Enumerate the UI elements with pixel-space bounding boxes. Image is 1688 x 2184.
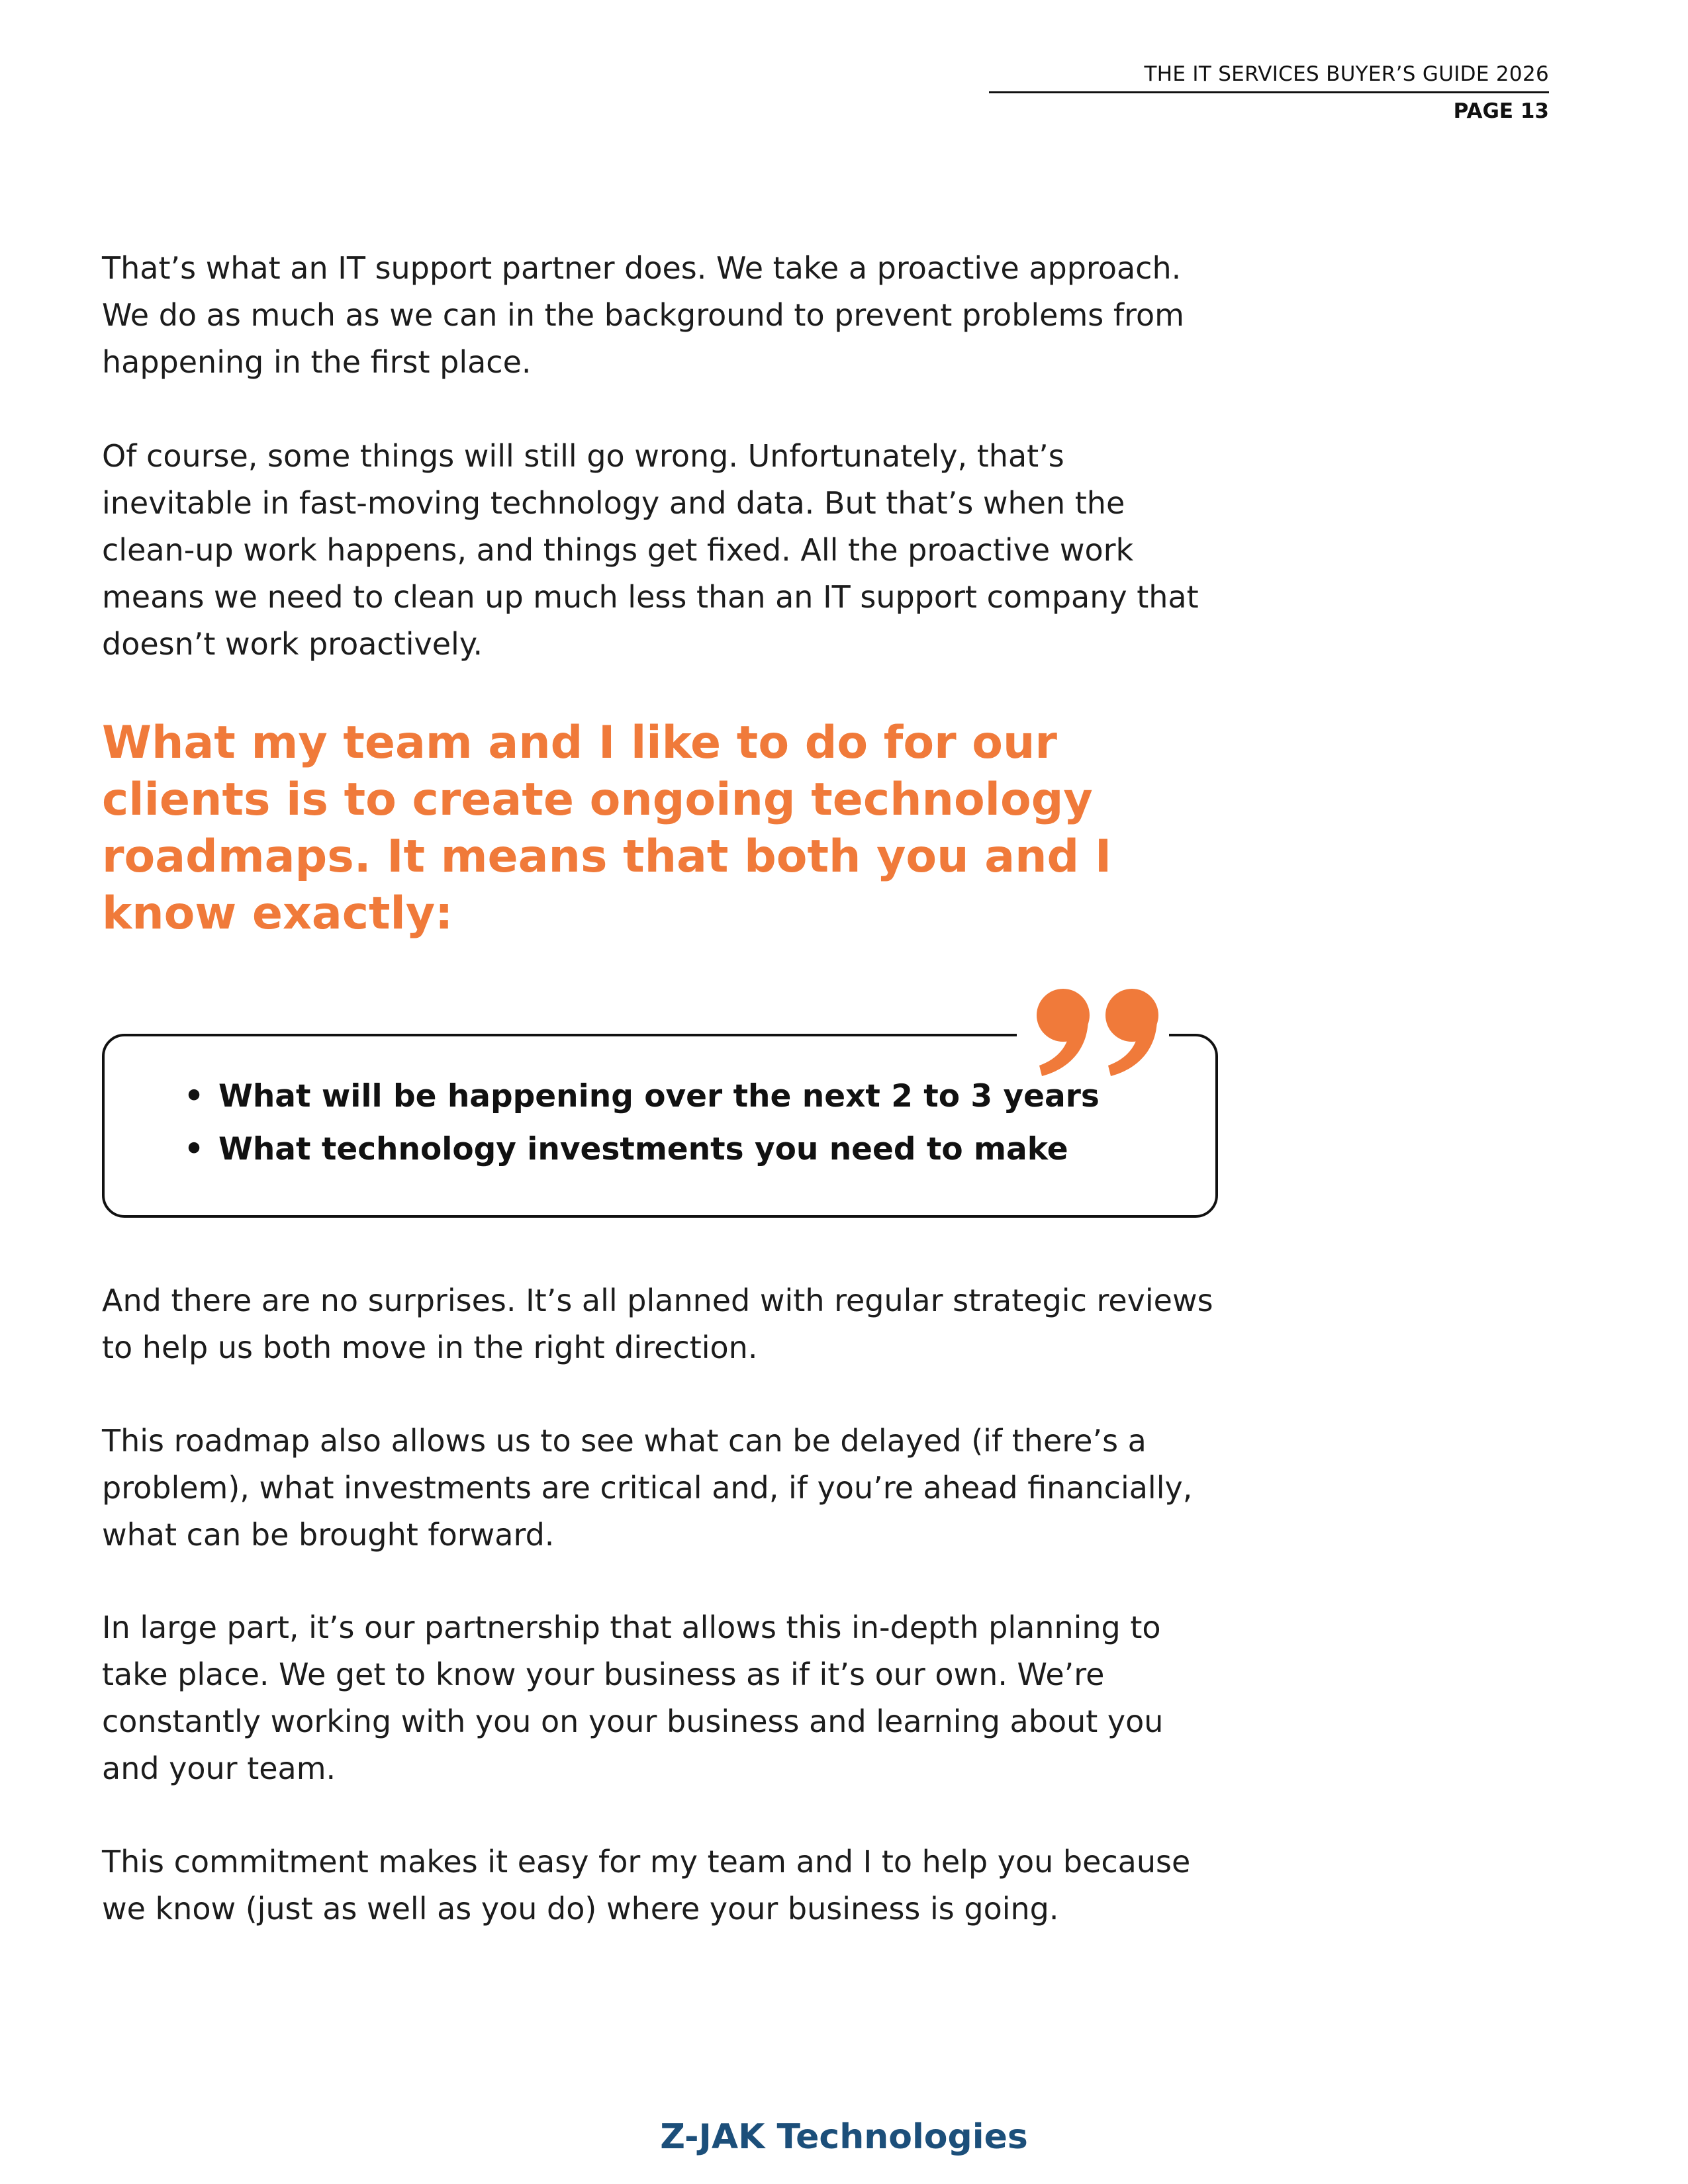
bullet-icon: • [184, 1131, 205, 1167]
paragraph-text: This roadmap also allows us to see what can be delayed (if there’s a problem), what investments are critical and, if you’re ahead financially, what can be brought forward. [102, 1423, 1193, 1553]
paragraph-partnership [102, 1604, 1214, 1792]
paragraph-proactive-approach [102, 245, 1214, 386]
paragraph-roadmap-delays [102, 1418, 1214, 1559]
paragraph-text: Of course, some things will still go wrong. Unfortunately, that’s inevitable in fast-moving technology and data. But that’s when the clean-up work happens, and things get fixed. All the proactive work means we need to clean up much less than an IT support company that doesn’t work proactively. [102, 438, 1199, 662]
roadmap-list [179, 1070, 1100, 1176]
paragraph-text: This commitment makes it easy for my team and I to help you because we know (just as well as you do) where your business is going. [102, 1844, 1191, 1927]
document-title: THE IT SERVICES BUYER’S GUIDE 2026 [1144, 62, 1549, 86]
paragraph-text: In large part, it’s our partnership that allows this in-depth planning to take place. We get to know your business as if it’s our own. We’re constantly working with you on your business and learning about you and your team. [102, 1610, 1164, 1786]
footer-company-name: Z-JAK Technologies [660, 2117, 1028, 2157]
paragraph-things-go-wrong [102, 433, 1214, 668]
header-divider [989, 91, 1549, 93]
page-number: PAGE 13 [1453, 99, 1549, 123]
list-item-text: What technology investments you need to make [218, 1131, 1068, 1167]
paragraph-no-surprises [102, 1277, 1214, 1371]
paragraph-text: And there are no surprises. It’s all planned with regular strategic reviews to help us both move in the right direction. [102, 1283, 1213, 1365]
list-item-text: What will be happening over the next 2 to 3 years [218, 1078, 1100, 1115]
page-header [989, 58, 1549, 125]
paragraph-commitment [102, 1839, 1214, 1933]
paragraph-text: That’s what an IT support partner does. We take a proactive approach. We do as much as we can in the background to prevent problems from happening in the first place. [102, 250, 1184, 380]
bullet-icon: • [184, 1078, 205, 1115]
list-item [179, 1123, 1100, 1176]
quote-icon [1033, 986, 1165, 1077]
highlight-heading: What my team and I like to do for our clients is to create ongoing technology roadmaps. It means that both you and I know exactly: [102, 717, 1112, 940]
list-item [179, 1070, 1100, 1123]
